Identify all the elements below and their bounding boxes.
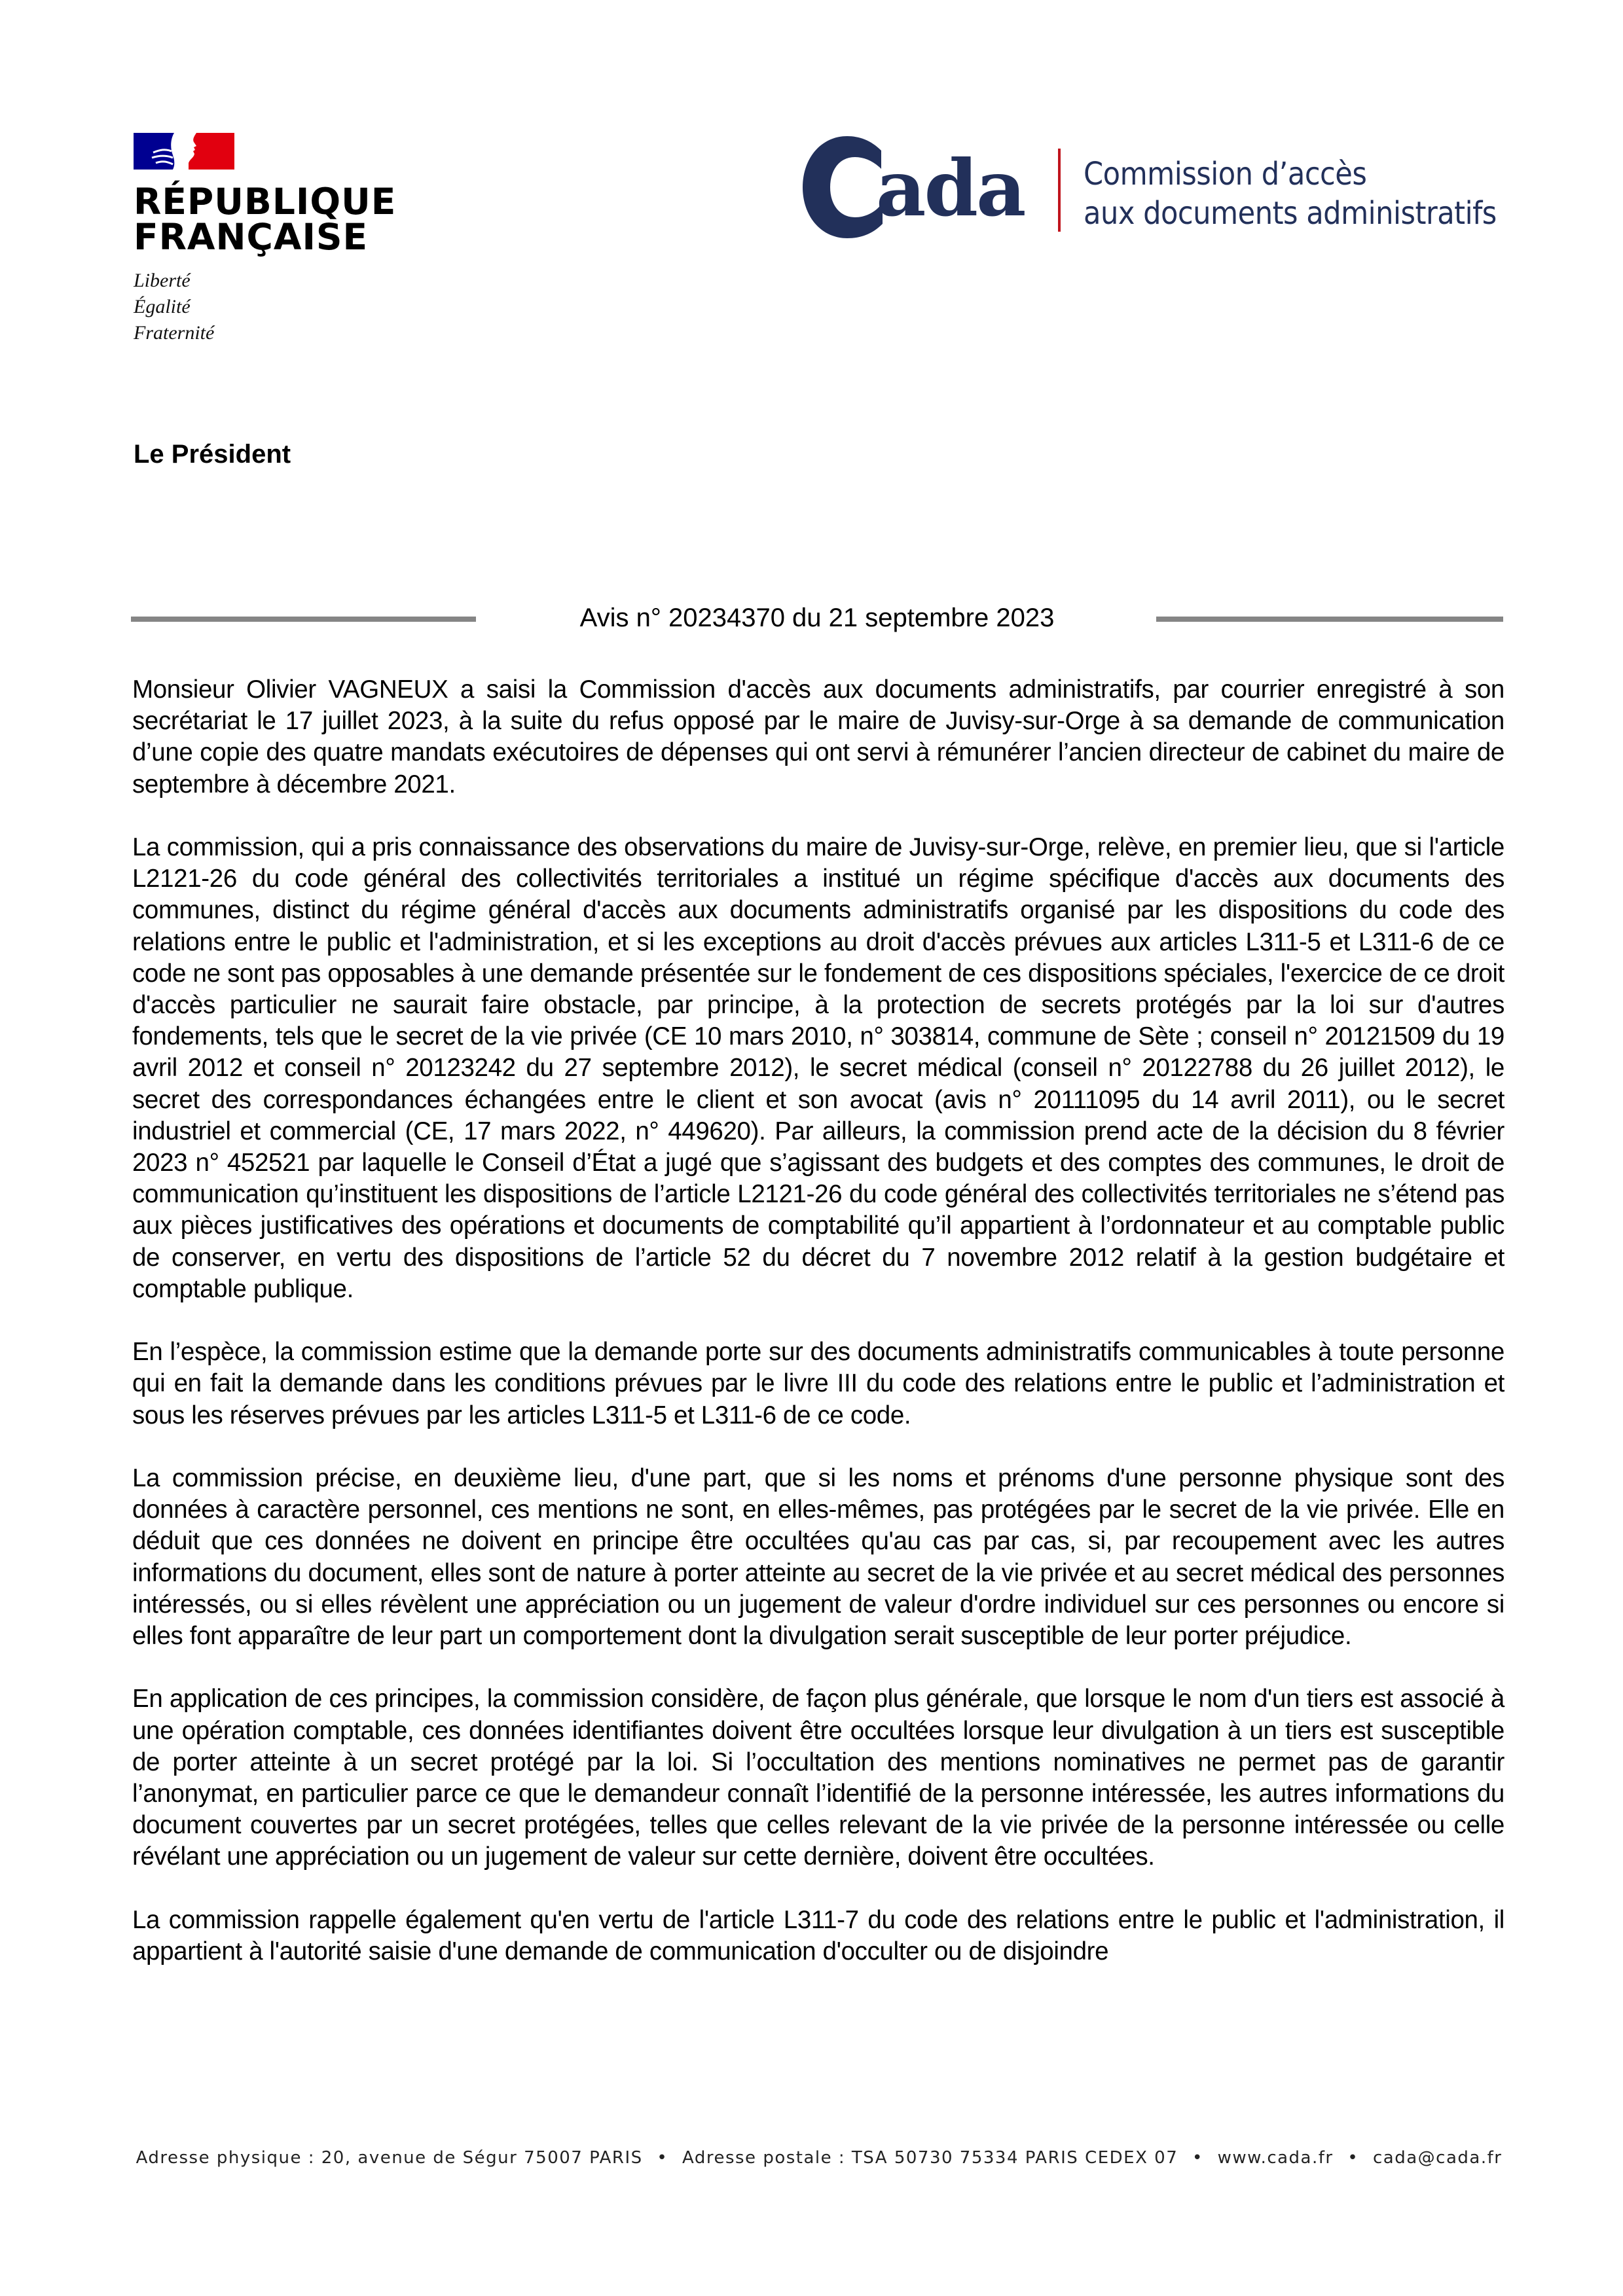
avis-title: Avis n° 20234370 du 21 septembre 2023 (579, 603, 1055, 632)
avis-header (131, 599, 1503, 638)
cada-c-mark-icon (797, 131, 889, 242)
bullet-separator: • (657, 2148, 668, 2168)
postal-address: Adresse postale : TSA 50730 75334 PARIS CEDEX 07 (682, 2148, 1178, 2168)
bullet-separator: • (1347, 2148, 1359, 2168)
republic-motto: Liberté Égalité Fraternité (134, 270, 215, 344)
paragraph: La commission précise, en deuxième lieu, d'une part, que si les noms et prénoms d'une personne physique sont des données à caractère personnel, ces mentions ne sont, en elles-mêmes, pas protégées par le secret de la vie privée. Elle en déduit que ces données ne doivent en principe être occultées qu'au cas par cas, si, par recoupement avec les autres informations du document, elles sont de nature à porter atteinte au secret de la vie privée et au secret médical des personnes intéressés, ou si elles révèlent une appréciation ou un jugement de valeur d'ordre individuel sur ces personnes ou encore si elles font apparaître de leur part un comportement dont la divulgation serait susceptible de leur porter préjudice. (132, 1464, 1504, 1651)
cada-divider (1058, 149, 1061, 232)
republique-francaise-logo (134, 133, 397, 346)
paragraph: La commission, qui a pris connaissance des observations du maire de Juvisy-sur-Orge, relève, en premier lieu, que si l'article L2121-26 du code général des collectivités territoriales a institué un régime spécifique d'accès aux documents des communes, distinct du régime général d'accès aux documents administratifs organisé par les dispositions du code des relations entre le public et l'administration, et si les exceptions au droit d'accès prévues aux articles L311-5 et L311-6 de ce code ne sont pas opposables à une demande présentée sur le fondement de ces dispositions spéciales, l'exercice de ce droit d'accès particulier ne saurait faire obstacle, par principe, à la protection de secrets protégés par la loi sur d'autres fondements, tels que le secret de la vie privée (CE 10 mars 2010, n° 303814, commune de Sète ; conseil n° 20121509 du 19 avril 2012 et conseil n° 20123242 du 27 septembre 2012), le secret médical (conseil n° 20122788 du 26 juillet 2012), le secret des correspondances échangées entre le client et son avocat (avis n° 20111095 du 14 avril 2011), ou le secret industriel et commercial (CE, 17 mars 2022, n° 449620). Par ailleurs, la commission prend acte de la décision du 8 février 2023 n° 452521 par laquelle le Conseil d’État a jugé que s’agissant des budgets et des comptes des communes, le droit de communication qu’instituent les dispositions de l’article L2121-26 du code général des collectivités territoriales ne s’étend pas aux pièces justificatives des opérations et documents de comptabilité qu’il appartient à l’ordonnateur et au comptable public de conserver, en vertu des dispositions de l’article 52 du décret du 7 novembre 2012 relatif à la gestion budgétaire et comptable publique. (132, 833, 1504, 1303)
right-rule (1156, 617, 1503, 622)
paragraph: Monsieur Olivier VAGNEUX a saisi la Commission d'accès aux documents administratifs, par courrier enregistré à son secrétariat le 17 juillet 2023, à la suite du refus opposé par le maire de Juvisy-sur-Orge à sa demande de communication d’une copie des quatre mandats exécutoires de dépenses qui ont servi à rémunérer l’ancien directeur de cabinet du maire de septembre à décembre 2021. (132, 675, 1504, 798)
website-link[interactable]: www.cada.fr (1217, 2148, 1334, 2168)
republique-francaise-wordmark: RÉPUBLIQUE FRANÇAISE (134, 181, 397, 258)
paragraph: En l’espèce, la commission estime que la demande porte sur des documents administratifs communicables à toute personne qui en fait la demande dans les conditions prévues par le livre III du code des relations entre le public et l’administration et sous les réserves prévues par les articles L311-5 et L311-6 de ce code. (132, 1338, 1504, 1429)
physical-address: Adresse physique : 20, avenue de Ségur 75007 PARIS (136, 2148, 643, 2168)
paragraph: En application de ces principes, la commission considère, de façon plus générale, que lorsque le nom d'un tiers est associé à une opération comptable, ces données identifiantes doivent être occultées lorsque leur divulgation à un tiers est susceptible de porter atteinte à un secret protégé par la loi. Si l’occultation des mentions nominatives ne permet pas de garantir l’anonymat, en particulier parce ce que le demandeur connaît l’identifié de la personne intéressée, les autres informations du document couvertes par un secret protégées, telles que celles relevant de la vie privée de la personne intéressée ou celle révélant une appréciation ou un jugement de valeur sur cette dernière, doivent être occultées. (132, 1685, 1504, 1871)
cada-logo (797, 131, 1504, 242)
avis-body (132, 674, 1504, 1967)
bullet-separator: • (1192, 2148, 1203, 2168)
sender-title: Le Président (134, 440, 291, 469)
cada-wordmark: ada (876, 143, 1025, 234)
paragraph: La commission rappelle également qu'en vertu de l'article L311-7 du code des relations entre le public et l'administration, il appartient à l'autorité saisie d'une demande de communication d'occulter ou de disjoindre (132, 1905, 1504, 1966)
page-footer (134, 2147, 1504, 2169)
cada-full-name: Commission d’accès aux documents administratifs (1084, 156, 1497, 232)
email-link[interactable]: cada@cada.fr (1372, 2148, 1503, 2168)
marianne-flag-icon (134, 133, 234, 170)
